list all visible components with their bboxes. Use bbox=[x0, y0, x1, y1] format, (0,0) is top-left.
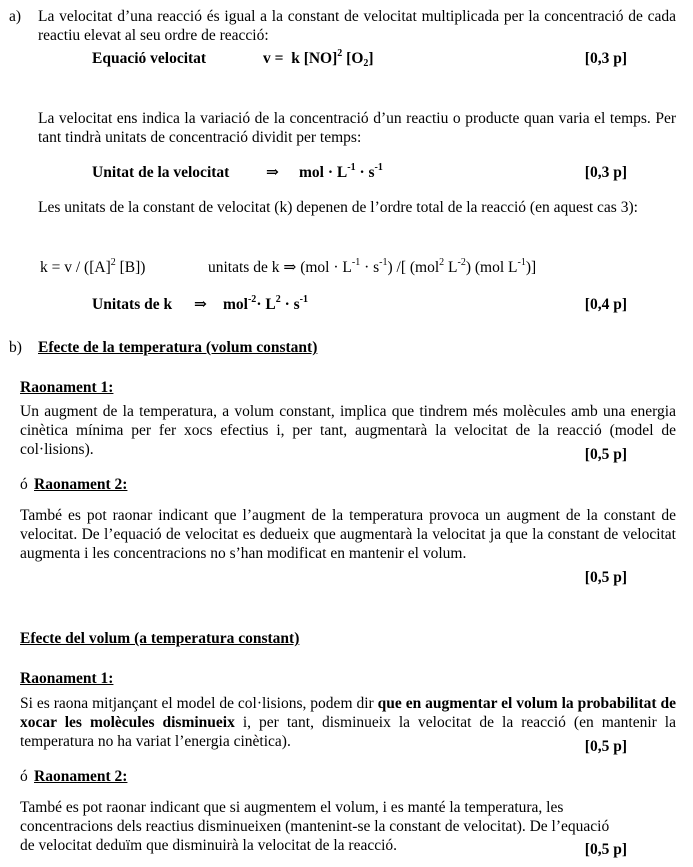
temp-reasoning-1-heading: Raonament 1: bbox=[20, 379, 114, 396]
volume-effect-heading: Efecte del volum (a temperatura constant) bbox=[20, 630, 300, 647]
k-units-derivation: unitats de k ⇒ $(mol \cdot L^{-1} \cdot s^{-1})$ /[ (mol$^2$ $L^{-2}$) (mol $L^{-1}$)] bbox=[208, 257, 537, 276]
rate-unit-value: mol · $L^{-1} \cdot s^{-1}$ bbox=[299, 162, 383, 181]
rate-equation-formula: v = k [NO]$^2$ $[O_2]$ bbox=[263, 48, 374, 69]
vol-reasoning-1-points: [0,5 p] bbox=[584, 738, 627, 755]
vol-reasoning-2-heading: Raonament 2: bbox=[34, 768, 128, 785]
k-units-label: Unitats de k bbox=[92, 296, 173, 313]
rate-unit-points: [0,3 p] bbox=[584, 164, 627, 181]
k-formula: $k = v / ([A]^2$ [B]) bbox=[40, 257, 146, 276]
part-b-label: b) bbox=[9, 339, 22, 356]
rate-unit-label: Unitat de la velocitat bbox=[92, 164, 230, 181]
or-label: ó bbox=[20, 768, 28, 785]
implies-arrow: ⇒ bbox=[266, 164, 279, 181]
temp-reasoning-1-text: Un augment de la temperatura, a volum constant, implica que tindrem més molècules amb una energia cinètica mínima per fer xocs efectius i, per tant, augmentarà la velocitat de la reacció (model de col·lisions). bbox=[20, 403, 676, 458]
vol-reasoning-2-points: [0,5 p] bbox=[584, 841, 627, 858]
temperature-effect-heading: Efecte de la temperatura (volum constant) bbox=[38, 339, 318, 356]
vol-reasoning-2-text: També es pot raonar indicant que si augmentem el volum, i es manté la temperatura, les concentracions dels reactius disminueixen (mantenint-se la constant de velocitat). De l’equació de velocitat deduïm que disminuirà la velocitat de la reacció. bbox=[20, 799, 610, 854]
vol-reasoning-1-text bbox=[20, 694, 676, 751]
or-label: ó bbox=[20, 476, 28, 493]
vol-reasoning-1-text-start: Si es raona mitjançant el model de col·lisions, podem dir bbox=[20, 695, 378, 712]
part-a-label: a) bbox=[9, 8, 22, 25]
rate-explanation: La velocitat ens indica la variació de la concentració d’un reactiu o producte quan varia el temps. Per tant tindrà unitats de concentració dividit per temps: bbox=[38, 110, 676, 146]
temp-reasoning-2-text: També es pot raonar indicant que l’augment de la temperatura provoca un augment de la constant de velocitat. De l’equació de velocitat es dedueix que augmentarà la velocitat ja que la constant de velocitat augmenta i les concentracions no s’han modificat en mantenir el volum. bbox=[20, 507, 676, 562]
rate-equation-label: Equació velocitat bbox=[92, 50, 207, 67]
part-a-intro: La velocitat d’una reacció és igual a la constant de velocitat multiplicada per la concentració de cada reactiu elevat al seu ordre de reacció: bbox=[38, 8, 676, 44]
temp-reasoning-1-points: [0,5 p] bbox=[584, 446, 627, 463]
implies-arrow: ⇒ bbox=[194, 296, 207, 313]
rate-equation-points: [0,3 p] bbox=[584, 50, 627, 67]
vol-reasoning-1-heading: Raonament 1: bbox=[20, 670, 114, 687]
vol-reasoning-1-text-end: i, per tant, disminueix la velocitat de la reacció (en mantenir la temperatura no ha variat l’energia cinètica). bbox=[20, 714, 676, 750]
temp-reasoning-2-points: [0,5 p] bbox=[584, 569, 627, 586]
k-units-points: [0,4 p] bbox=[584, 296, 627, 313]
k-units-value: $mol^{-2}\cdot L^2 \cdot s^{-1}$ bbox=[223, 294, 308, 313]
vol-reasoning-1-text-bold: que en augmentar el volum la probabilitat de xocar les molècules disminueix bbox=[20, 695, 676, 731]
k-units-explanation: Les unitats de la constant de velocitat (k) depenen de l’ordre total de la reacció (en aquest cas 3): bbox=[38, 199, 638, 216]
temp-reasoning-2-heading: Raonament 2: bbox=[34, 476, 128, 493]
